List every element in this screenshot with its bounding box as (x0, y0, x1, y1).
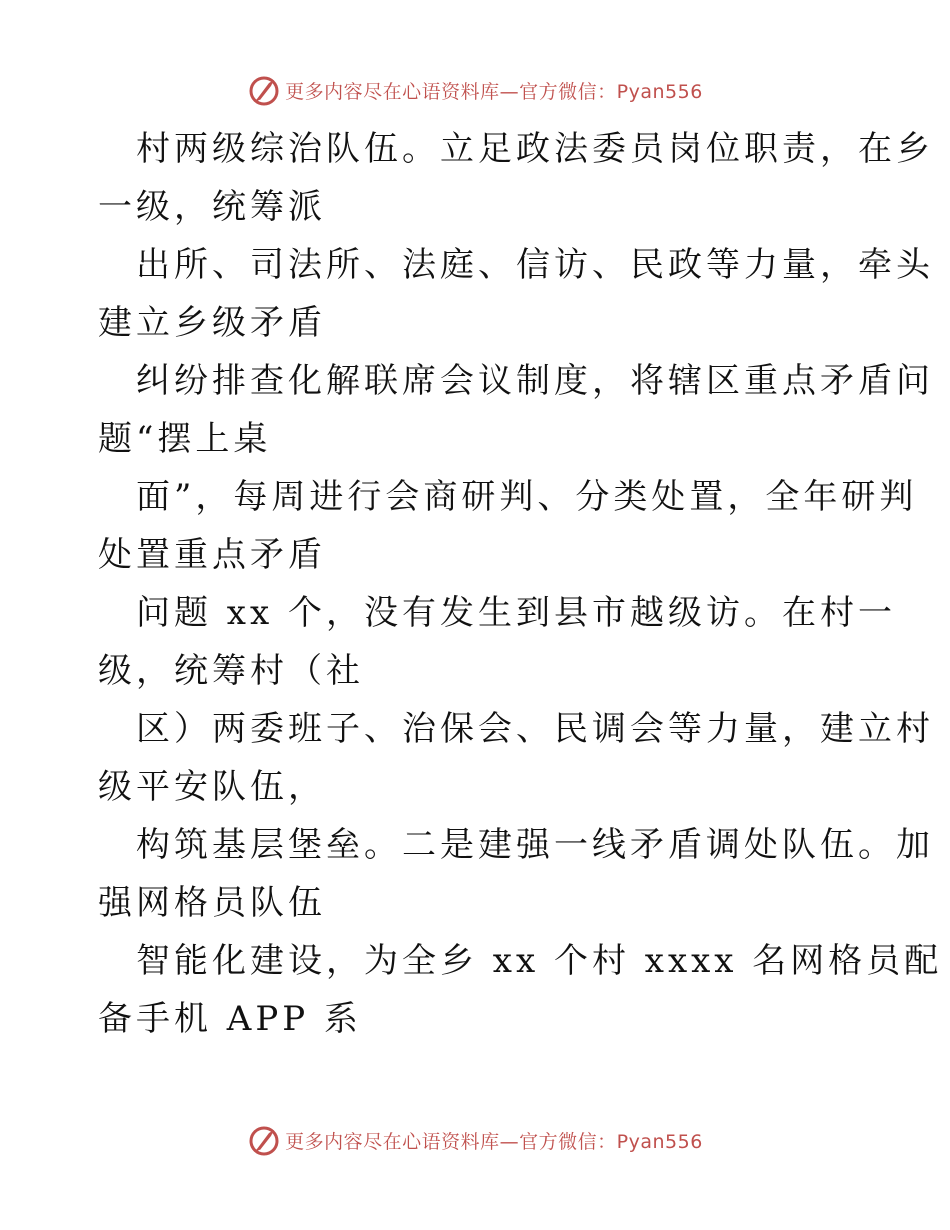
text-line: 级，统筹村（社 (98, 651, 364, 691)
text-line: 纠纷排查化解联席会议制度，将辖区重点矛盾问 (136, 361, 934, 401)
document-body (98, 120, 943, 1048)
text-line: 备手机 APP 系 (98, 999, 362, 1039)
header-watermark-text: 更多内容尽在心语资料库—官方微信：Pyan556 (285, 80, 703, 103)
footer-watermark-banner (0, 1120, 950, 1160)
footer-watermark-text: 更多内容尽在心语资料库—官方微信：Pyan556 (285, 1130, 703, 1153)
text-line: 题“摆上桌 (98, 419, 272, 459)
text-line: 村两级综治队伍。立足政法委员岗位职责，在乡 (136, 129, 934, 169)
text-line: 级平安队伍， (98, 767, 326, 807)
header-watermark-banner (0, 70, 950, 110)
quill-seal-icon (247, 1123, 281, 1157)
text-line: 面”，每周进行会商研判、分类处置，全年研判 (136, 477, 918, 517)
text-line: 区）两委班子、治保会、民调会等力量，建立村 (136, 709, 934, 749)
quill-seal-icon (247, 73, 281, 107)
text-line: 强网格员队伍 (98, 883, 326, 923)
text-line: 构筑基层堡垒。二是建强一线矛盾调处队伍。加 (136, 825, 934, 865)
text-line: 处置重点矛盾 (98, 535, 326, 575)
text-line: 智能化建设，为全乡 xx 个村 xxxx 名网格员配 (136, 941, 943, 981)
text-line: 一级，统筹派 (98, 187, 326, 227)
text-line: 建立乡级矛盾 (98, 303, 326, 343)
text-line: 出所、司法所、法庭、信访、民政等力量，牵头 (136, 245, 934, 285)
text-line: 问题 xx 个，没有发生到县市越级访。在村一 (136, 593, 896, 633)
